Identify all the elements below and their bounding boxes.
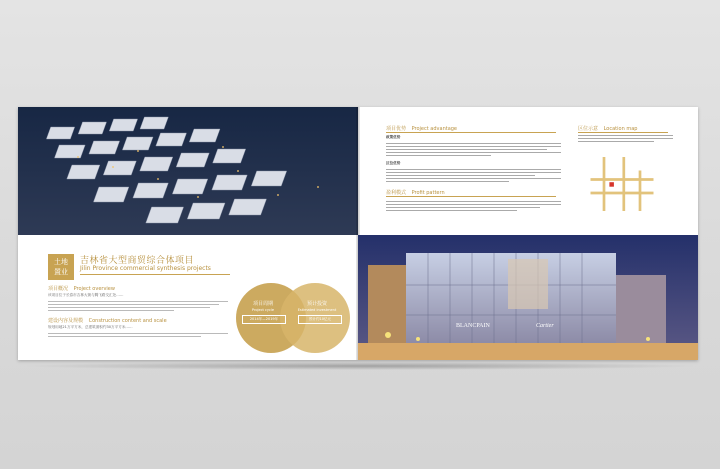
overview-text-filler — [48, 299, 228, 313]
profit-heading — [386, 189, 445, 196]
mall-sign-1: BLANCPAIN — [456, 323, 490, 329]
project-title: 吉林省大型商贸综合体项目 — [80, 256, 195, 266]
profit-heading-text: 盈利模式 — [386, 190, 407, 196]
profit-text-filler — [386, 199, 561, 213]
badge-line-1: 土地 — [54, 258, 68, 266]
location-map — [586, 152, 658, 216]
section-overview-heading — [48, 285, 115, 292]
policy-text-filler — [386, 141, 561, 158]
overview-heading-en: Project overview — [73, 286, 115, 292]
construction-text: 规划用地21万平方米，总建筑面积约30万平方米…… — [48, 325, 133, 329]
location-marker-icon — [609, 182, 614, 187]
section-construction-heading — [48, 317, 167, 324]
investment-value: 预计约10亿元 — [298, 315, 342, 324]
right-page — [358, 107, 698, 360]
mall-rendering — [358, 235, 698, 360]
advantage-heading — [386, 125, 457, 132]
badge-line-2: 置业 — [54, 268, 68, 276]
aerial-photo — [18, 107, 358, 235]
investment-subtitle: Estimated investment — [297, 308, 337, 312]
investment-title: 预计投资 — [306, 301, 327, 307]
location-text-filler — [386, 167, 561, 184]
left-page — [18, 107, 358, 360]
project-cycle-subtitle: Project cycle — [251, 308, 275, 312]
profit-rule — [386, 196, 556, 197]
advantage-heading-en: Project advantage — [411, 126, 458, 132]
brochure-shadow — [20, 362, 700, 370]
category-badge — [48, 254, 74, 280]
aerial-illustration — [18, 107, 358, 235]
overview-text: 该项目位于长春市吉林大街与腾飞路交汇处…… — [48, 293, 124, 297]
brochure-spread — [18, 107, 698, 360]
policy-subheading: 政策优势 — [386, 135, 401, 139]
overview-heading-text: 项目概况 — [48, 286, 69, 292]
mall-sign-2: Cartier — [536, 323, 554, 329]
title-rule — [80, 274, 230, 275]
project-title-en: Jilin Province commercial synthesis projects — [80, 265, 211, 272]
project-cycle-title: 项目周期 — [252, 301, 273, 307]
map-text-filler — [578, 133, 673, 144]
construction-heading-en: Construction content and scale — [88, 318, 167, 324]
location-subheading: 区位优势 — [386, 161, 401, 165]
mall-illustration — [358, 235, 698, 360]
advantage-rule — [386, 132, 556, 133]
map-heading-en: Location map — [603, 126, 638, 132]
map-heading — [578, 125, 637, 132]
project-cycle-value: 2014年—2019年 — [242, 315, 286, 324]
profit-heading-en: Profit pattern — [411, 190, 445, 196]
construction-heading-text: 建设内容及规模 — [48, 318, 84, 324]
advantage-heading-text: 项目优势 — [386, 126, 407, 132]
construction-text-filler — [48, 331, 228, 339]
map-heading-text: 区位示意 — [578, 126, 599, 132]
